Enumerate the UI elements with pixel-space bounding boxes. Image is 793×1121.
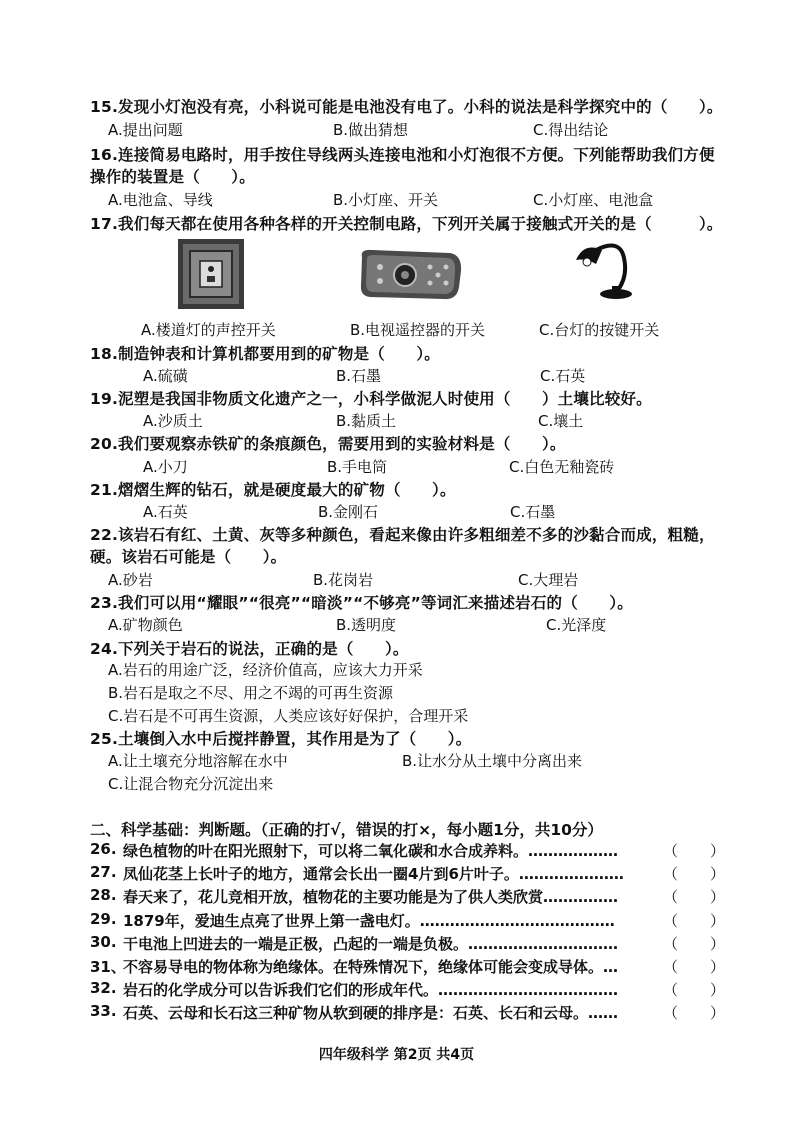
judgment-item	[90, 863, 726, 885]
judgment-text: 凤仙花茎上长叶子的地方，通常会长出一圈4片到6片叶子。…………………	[123, 865, 624, 884]
question-20-option-c: C.白色无釉瓷砖	[509, 458, 615, 476]
question-24-option-a: A.岩石的用途广泛，经济价值高，应该大力开采	[108, 661, 423, 679]
question-17-stem: 17.我们每天都在使用各种各样的开关控制电路，下列开关属于接触式开关的是（ ）。	[90, 215, 723, 233]
judgment-item	[90, 979, 726, 1001]
question-18-option-c: C.石英	[540, 367, 586, 385]
answer-paren-left: （	[663, 911, 679, 930]
question-25-stem: 25.土壤倒入水中后搅拌静置，其作用是为了（ ）。	[90, 730, 472, 748]
section-2-title: 二、科学基础：判断题。（正确的打√，错误的打×，每小题1分，共10分）	[90, 821, 603, 839]
question-25-option-a: A.让土壤充分地溶解在水中	[108, 752, 288, 770]
judgment-item	[90, 1002, 726, 1024]
answer-paren-left: （	[663, 1004, 679, 1023]
question-24-stem: 24.下列关于岩石的说法，正确的是（ ）。	[90, 640, 409, 658]
judgment-number: 28.	[90, 886, 117, 905]
question-22-option-a: A.砂岩	[108, 571, 153, 589]
judgment-text: 岩石的化学成分可以告诉我们它们的形成年代。………………………………	[123, 981, 619, 1000]
answer-paren-left: （	[663, 934, 679, 953]
question-25-option-b: B.让水分从土壤中分离出来	[402, 752, 583, 770]
judgment-number: 33.	[90, 1002, 117, 1021]
answer-paren-left: （	[663, 865, 679, 884]
question-15-option-a: A.提出问题	[108, 121, 183, 139]
judgment-item	[90, 840, 726, 862]
judgment-item	[90, 956, 726, 978]
judgment-number: 27.	[90, 863, 117, 882]
wall-switch-image	[178, 239, 244, 309]
question-16-stem-line2: 操作的装置是（ ）。	[90, 168, 255, 186]
question-24-option-c: C.岩石是不可再生资源，人类应该好好保护，合理开采	[108, 707, 469, 725]
judgment-number: 32.	[90, 979, 117, 998]
question-22-stem-line2: 硬。该岩石可能是（ ）。	[90, 548, 287, 566]
question-19-stem: 19.泥塑是我国非物质文化遗产之一，小科学做泥人时使用（ ）土壤比较好。	[90, 390, 652, 408]
question-19-option-a: A.沙质土	[143, 412, 203, 430]
question-21-stem: 21.熠熠生辉的钻石，就是硬度最大的矿物（ ）。	[90, 481, 456, 499]
judgment-number: 30.	[90, 932, 117, 951]
question-21-option-c: C.石墨	[510, 503, 556, 521]
question-24-option-b: B.岩石是取之不尽、用之不竭的可再生资源	[108, 684, 394, 702]
answer-paren-right: ）	[710, 1004, 726, 1023]
question-21-option-a: A.石英	[143, 503, 188, 521]
question-18-stem: 18.制造钟表和计算机都要用到的矿物是（ ）。	[90, 345, 441, 363]
remote-control-image	[358, 247, 464, 303]
answer-paren-right: ）	[710, 911, 726, 930]
question-17-option-a: A.楼道灯的声控开关	[141, 321, 276, 339]
question-23-option-a: A.矿物颜色	[108, 616, 183, 634]
question-23-option-b: B.透明度	[336, 616, 397, 634]
question-22-option-b: B.花岗岩	[313, 571, 374, 589]
judgment-number: 31、	[90, 958, 126, 976]
judgment-number: 29.	[90, 909, 117, 928]
question-18-option-a: A.硫磺	[143, 367, 188, 385]
judgment-item	[90, 932, 726, 955]
question-22-option-c: C.大理岩	[518, 571, 579, 589]
question-20-option-b: B.手电筒	[327, 458, 388, 476]
answer-paren-left: （	[663, 888, 679, 907]
answer-paren-left: （	[663, 981, 679, 1000]
question-25-option-c: C.让混合物充分沉淀出来	[108, 775, 274, 793]
question-19-option-c: C.壤土	[538, 412, 584, 430]
page-footer: 四年级科学 第2页 共4页	[318, 1047, 475, 1063]
question-22-stem-line1: 22.该岩石有红、土黄、灰等多种颜色，看起来像由许多粗细差不多的沙黏合而成，粗糙，	[90, 526, 715, 544]
question-15-option-b: B.做出猜想	[333, 121, 409, 139]
question-16-option-b: B.小灯座、开关	[333, 191, 439, 209]
answer-paren-right: ）	[710, 981, 726, 1000]
question-15-stem: 15.发现小灯泡没有亮，小科说可能是电池没有电了。小科的说法是科学探究中的（ ）。	[90, 98, 723, 116]
judgment-number: 26.	[90, 840, 117, 858]
judgment-text: 绿色植物的叶在阳光照射下，可以将二氧化碳和水合成养料。………………	[123, 842, 619, 860]
answer-paren-right: ）	[710, 842, 726, 860]
judgment-text: 石英、云母和长石这三种矿物从软到硬的排序是：石英、长石和云母。……	[123, 1004, 619, 1023]
judgment-text: 1879年，爱迪生点亮了世界上第一盏电灯。…………………………………	[123, 911, 615, 930]
judgment-text: 不容易导电的物体称为绝缘体。在特殊情况下，绝缘体可能会变成导体。…	[123, 958, 619, 976]
question-15-option-c: C.得出结论	[533, 121, 609, 139]
question-23-option-c: C.光泽度	[546, 616, 607, 634]
answer-paren-right: ）	[710, 934, 726, 953]
answer-paren-left: （	[663, 958, 679, 976]
question-20-option-a: A.小刀	[143, 458, 188, 476]
question-17-option-c: C.台灯的按键开关	[539, 321, 660, 339]
question-20-stem: 20.我们要观察赤铁矿的条痕颜色，需要用到的实验材料是（ ）。	[90, 435, 566, 453]
answer-paren-right: ）	[710, 958, 726, 976]
answer-paren-right: ）	[710, 865, 726, 884]
judgment-item	[90, 909, 726, 932]
question-21-option-b: B.金刚石	[318, 503, 379, 521]
question-18-option-b: B.石墨	[336, 367, 382, 385]
question-23-stem: 23.我们可以用“耀眼”“很亮”“暗淡”“不够亮”等词汇来描述岩石的（ ）。	[90, 594, 634, 612]
question-16-option-a: A.电池盒、导线	[108, 191, 213, 209]
question-17-option-b: B.电视遥控器的开关	[350, 321, 486, 339]
judgment-text: 干电池上凹进去的一端是正极，凸起的一端是负极。…………………………	[123, 934, 619, 953]
desk-lamp-image	[574, 240, 636, 302]
judgment-text: 春天来了，花儿竞相开放，植物花的主要功能是为了供人类欣赏……………	[123, 888, 619, 907]
question-19-option-b: B.黏质土	[336, 412, 397, 430]
question-16-option-c: C.小灯座、电池盒	[533, 191, 654, 209]
judgment-item	[90, 886, 726, 908]
answer-paren-right: ）	[710, 888, 726, 907]
answer-paren-left: （	[663, 842, 679, 860]
question-16-stem-line1: 16.连接简易电路时，用手按住导线两头连接电池和小灯泡很不方便。下列能帮助我们方便	[90, 146, 715, 164]
